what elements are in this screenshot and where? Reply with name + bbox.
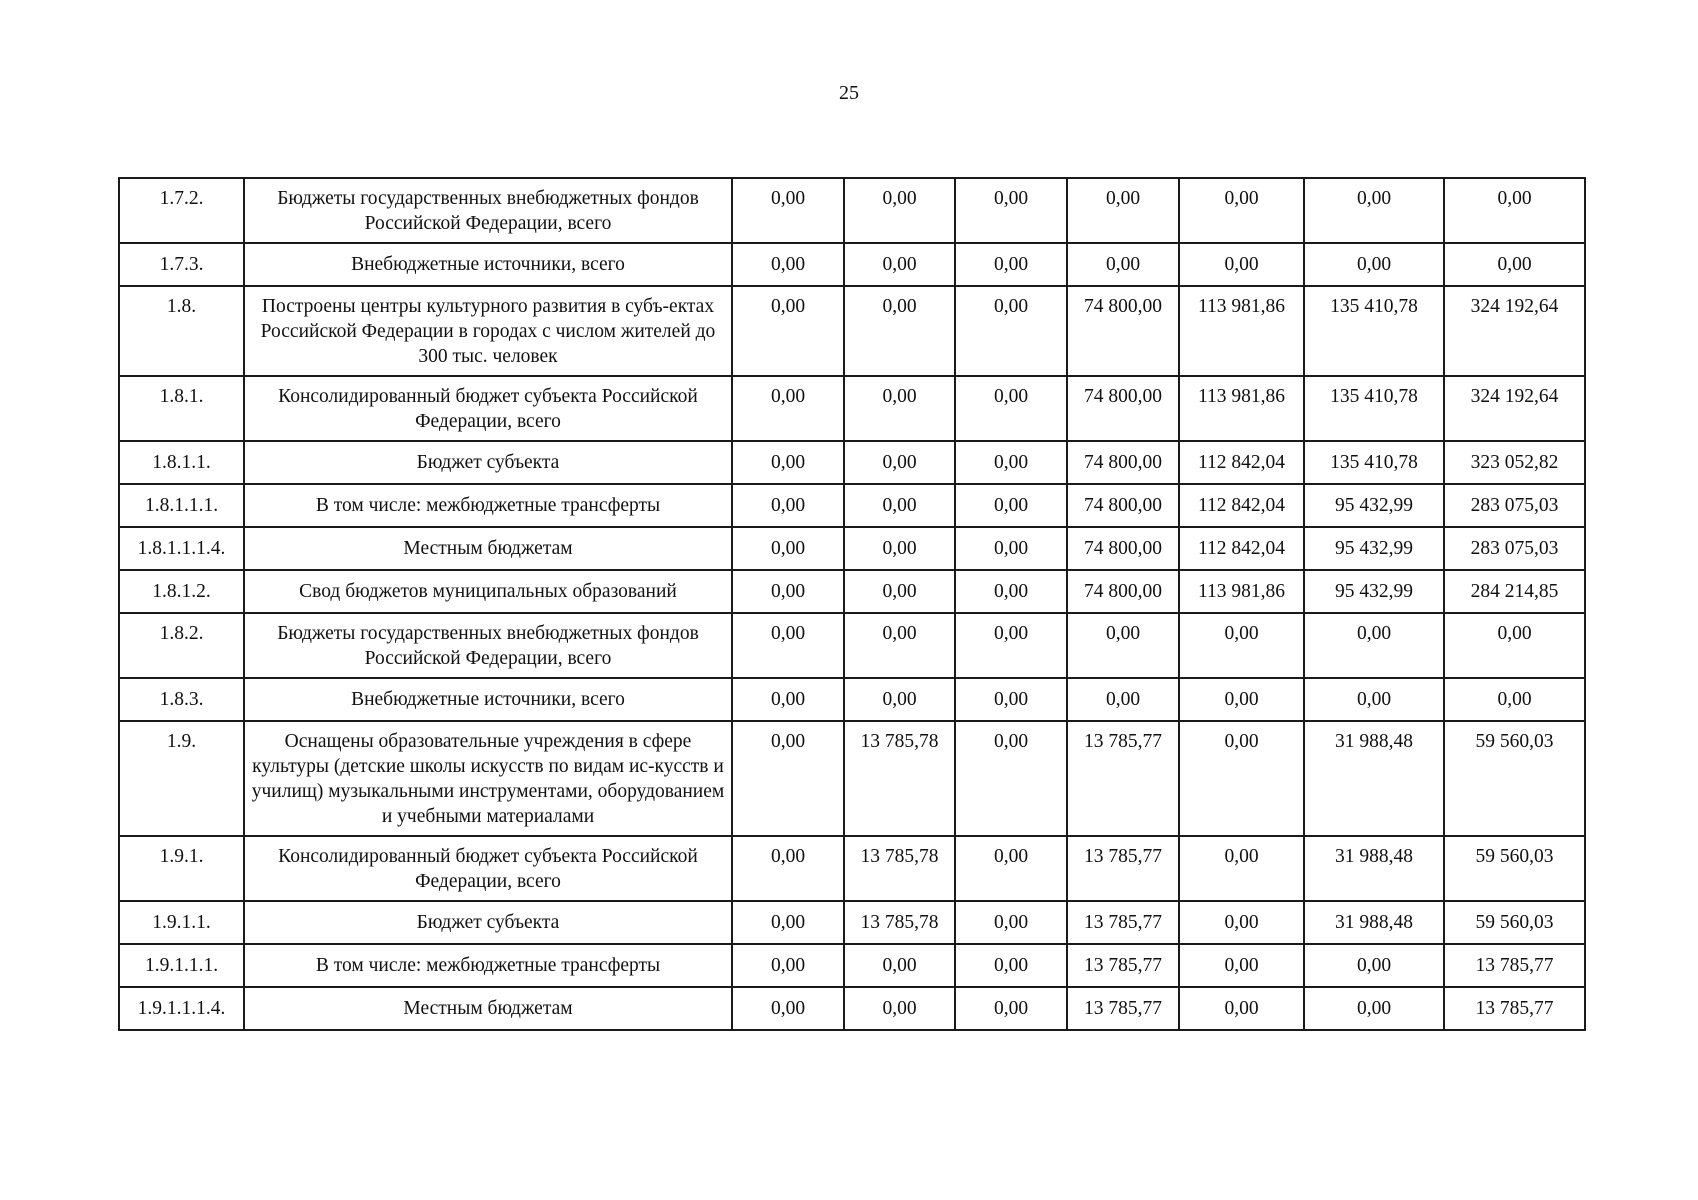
- row-value: 0,00: [1179, 721, 1304, 836]
- row-code: 1.8.: [119, 286, 244, 376]
- row-value: 0,00: [1444, 678, 1585, 721]
- row-value: 95 432,99: [1304, 570, 1444, 613]
- row-value: 0,00: [732, 527, 844, 570]
- row-value: 113 981,86: [1179, 286, 1304, 376]
- row-value: 95 432,99: [1304, 527, 1444, 570]
- row-value: 0,00: [1067, 178, 1179, 243]
- table-row: [119, 836, 1585, 901]
- table-row: [119, 527, 1585, 570]
- row-value: 0,00: [732, 721, 844, 836]
- row-name: Бюджет субъекта: [244, 441, 732, 484]
- row-value: 0,00: [844, 286, 955, 376]
- row-value: 0,00: [955, 613, 1067, 678]
- row-code: 1.9.1.1.1.4.: [119, 987, 244, 1030]
- row-value: 59 560,03: [1444, 901, 1585, 944]
- row-code: 1.9.1.1.: [119, 901, 244, 944]
- row-value: 324 192,64: [1444, 286, 1585, 376]
- row-value: 0,00: [844, 178, 955, 243]
- row-value: 0,00: [1304, 678, 1444, 721]
- row-value: 0,00: [955, 570, 1067, 613]
- row-value: 13 785,77: [1444, 944, 1585, 987]
- row-value: 0,00: [844, 243, 955, 286]
- row-value: 0,00: [955, 484, 1067, 527]
- row-value: 74 800,00: [1067, 286, 1179, 376]
- row-value: 0,00: [1304, 944, 1444, 987]
- table-row: [119, 286, 1585, 376]
- row-value: 59 560,03: [1444, 836, 1585, 901]
- row-value: 0,00: [1304, 178, 1444, 243]
- row-code: 1.9.1.: [119, 836, 244, 901]
- row-code: 1.8.1.1.1.4.: [119, 527, 244, 570]
- row-value: 112 842,04: [1179, 484, 1304, 527]
- budget-table: [118, 177, 1586, 1031]
- row-value: 0,00: [1444, 178, 1585, 243]
- row-value: 0,00: [1179, 678, 1304, 721]
- row-value: 0,00: [955, 243, 1067, 286]
- row-value: 0,00: [955, 527, 1067, 570]
- budget-table-body: [119, 178, 1585, 1030]
- row-value: 0,00: [955, 721, 1067, 836]
- row-value: 13 785,78: [844, 901, 955, 944]
- row-value: 13 785,77: [1067, 944, 1179, 987]
- row-value: 135 410,78: [1304, 376, 1444, 441]
- row-value: 283 075,03: [1444, 527, 1585, 570]
- row-value: 113 981,86: [1179, 570, 1304, 613]
- row-value: 13 785,77: [1067, 987, 1179, 1030]
- row-code: 1.7.2.: [119, 178, 244, 243]
- row-value: 0,00: [955, 286, 1067, 376]
- row-code: 1.9.: [119, 721, 244, 836]
- row-value: 0,00: [844, 441, 955, 484]
- row-value: 0,00: [732, 376, 844, 441]
- row-name: Оснащены образовательные учреждения в сфере культуры (детские школы искусств по видам ис-кусств и училищ) музыкальными инструментами, оборудованием и учебными материалами: [244, 721, 732, 836]
- row-code: 1.8.3.: [119, 678, 244, 721]
- row-value: 0,00: [955, 944, 1067, 987]
- row-value: 0,00: [955, 376, 1067, 441]
- table-row: [119, 178, 1585, 243]
- row-value: 0,00: [955, 178, 1067, 243]
- row-value: 74 800,00: [1067, 376, 1179, 441]
- table-row: [119, 987, 1585, 1030]
- row-code: 1.8.1.2.: [119, 570, 244, 613]
- row-value: 0,00: [1444, 613, 1585, 678]
- table-row: [119, 484, 1585, 527]
- row-value: 283 075,03: [1444, 484, 1585, 527]
- row-value: 31 988,48: [1304, 721, 1444, 836]
- row-value: 74 800,00: [1067, 527, 1179, 570]
- table-row: [119, 613, 1585, 678]
- row-value: 0,00: [1444, 243, 1585, 286]
- table-row: [119, 376, 1585, 441]
- row-value: 112 842,04: [1179, 527, 1304, 570]
- row-name: Внебюджетные источники, всего: [244, 678, 732, 721]
- row-value: 0,00: [1179, 243, 1304, 286]
- row-code: 1.8.1.1.1.: [119, 484, 244, 527]
- row-name: Консолидированный бюджет субъекта Российской Федерации, всего: [244, 836, 732, 901]
- row-value: 284 214,85: [1444, 570, 1585, 613]
- row-name: Бюджеты государственных внебюджетных фондов Российской Федерации, всего: [244, 178, 732, 243]
- row-value: 0,00: [1067, 678, 1179, 721]
- row-code: 1.8.1.: [119, 376, 244, 441]
- row-value: 0,00: [732, 570, 844, 613]
- row-value: 0,00: [732, 178, 844, 243]
- row-value: 0,00: [1067, 613, 1179, 678]
- row-value: 0,00: [1067, 243, 1179, 286]
- row-name: В том числе: межбюджетные трансферты: [244, 484, 732, 527]
- row-value: 0,00: [732, 286, 844, 376]
- row-value: 135 410,78: [1304, 286, 1444, 376]
- row-code: 1.8.2.: [119, 613, 244, 678]
- row-value: 324 192,64: [1444, 376, 1585, 441]
- table-row: [119, 721, 1585, 836]
- row-value: 31 988,48: [1304, 836, 1444, 901]
- row-value: 113 981,86: [1179, 376, 1304, 441]
- row-value: 0,00: [1304, 243, 1444, 286]
- row-value: 0,00: [1179, 944, 1304, 987]
- row-value: 112 842,04: [1179, 441, 1304, 484]
- row-value: 0,00: [1179, 178, 1304, 243]
- row-value: 0,00: [955, 987, 1067, 1030]
- row-name: Местным бюджетам: [244, 987, 732, 1030]
- row-code: 1.7.3.: [119, 243, 244, 286]
- row-value: 0,00: [955, 678, 1067, 721]
- row-value: 31 988,48: [1304, 901, 1444, 944]
- row-name: Бюджеты государственных внебюджетных фондов Российской Федерации, всего: [244, 613, 732, 678]
- row-value: 0,00: [844, 376, 955, 441]
- row-value: 0,00: [732, 944, 844, 987]
- row-value: 0,00: [732, 243, 844, 286]
- row-value: 0,00: [955, 836, 1067, 901]
- row-value: 0,00: [955, 901, 1067, 944]
- row-value: 0,00: [732, 484, 844, 527]
- table-row: [119, 243, 1585, 286]
- row-value: 0,00: [844, 527, 955, 570]
- row-value: 0,00: [1304, 987, 1444, 1030]
- row-name: В том числе: межбюджетные трансферты: [244, 944, 732, 987]
- table-row: [119, 678, 1585, 721]
- row-value: 135 410,78: [1304, 441, 1444, 484]
- row-name: Местным бюджетам: [244, 527, 732, 570]
- row-value: 0,00: [1304, 613, 1444, 678]
- row-value: 0,00: [1179, 613, 1304, 678]
- row-code: 1.9.1.1.1.: [119, 944, 244, 987]
- row-name: Бюджет субъекта: [244, 901, 732, 944]
- row-value: 0,00: [732, 678, 844, 721]
- row-value: 13 785,77: [1067, 901, 1179, 944]
- row-value: 13 785,77: [1444, 987, 1585, 1030]
- row-value: 0,00: [732, 441, 844, 484]
- page-number: 25: [839, 82, 859, 104]
- row-value: 0,00: [732, 901, 844, 944]
- row-value: 0,00: [844, 944, 955, 987]
- row-value: 13 785,78: [844, 836, 955, 901]
- row-value: 74 800,00: [1067, 441, 1179, 484]
- row-value: 0,00: [732, 613, 844, 678]
- row-value: 95 432,99: [1304, 484, 1444, 527]
- row-name: Внебюджетные источники, всего: [244, 243, 732, 286]
- table-row: [119, 441, 1585, 484]
- row-value: 0,00: [844, 484, 955, 527]
- row-value: 323 052,82: [1444, 441, 1585, 484]
- row-value: 0,00: [955, 441, 1067, 484]
- row-value: 0,00: [844, 987, 955, 1030]
- row-name: Построены центры культурного развития в субъ-ектах Российской Федерации в городах с числом жителей до 300 тыс. человек: [244, 286, 732, 376]
- row-value: 13 785,77: [1067, 721, 1179, 836]
- row-value: 0,00: [844, 570, 955, 613]
- table-row: [119, 570, 1585, 613]
- row-value: 59 560,03: [1444, 721, 1585, 836]
- row-value: 0,00: [732, 836, 844, 901]
- row-value: 13 785,77: [1067, 836, 1179, 901]
- table-row: [119, 944, 1585, 987]
- table-row: [119, 901, 1585, 944]
- row-value: 74 800,00: [1067, 570, 1179, 613]
- row-code: 1.8.1.1.: [119, 441, 244, 484]
- row-value: 0,00: [1179, 836, 1304, 901]
- row-value: 74 800,00: [1067, 484, 1179, 527]
- row-value: 0,00: [844, 678, 955, 721]
- row-name: Свод бюджетов муниципальных образований: [244, 570, 732, 613]
- row-value: 0,00: [1179, 987, 1304, 1030]
- row-value: 0,00: [844, 613, 955, 678]
- row-value: 13 785,78: [844, 721, 955, 836]
- row-value: 0,00: [1179, 901, 1304, 944]
- row-name: Консолидированный бюджет субъекта Российской Федерации, всего: [244, 376, 732, 441]
- row-value: 0,00: [732, 987, 844, 1030]
